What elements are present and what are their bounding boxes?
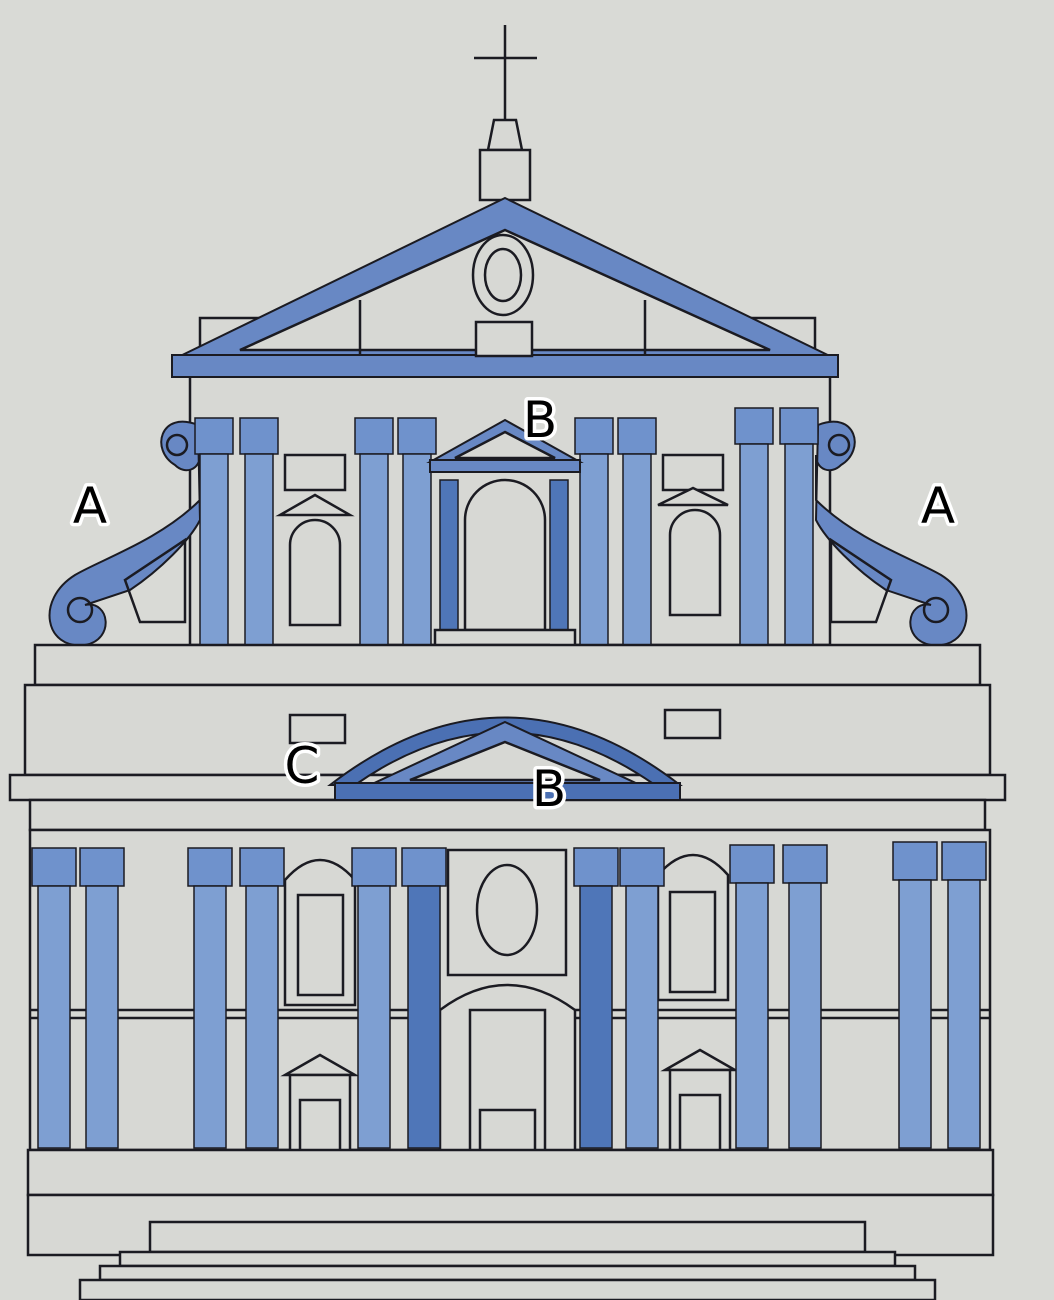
label-b-upper: B xyxy=(522,391,558,449)
label-b-lower: B xyxy=(531,760,567,818)
main-portal xyxy=(440,850,575,1200)
label-a-left: A xyxy=(72,477,108,535)
label-a-right: A xyxy=(920,477,956,535)
label-c: C xyxy=(284,737,320,795)
upper-window-tabernacle xyxy=(430,420,580,670)
cross-finial xyxy=(474,25,537,200)
plinth-and-steps xyxy=(28,1150,993,1300)
upper-cartouche xyxy=(473,235,533,356)
